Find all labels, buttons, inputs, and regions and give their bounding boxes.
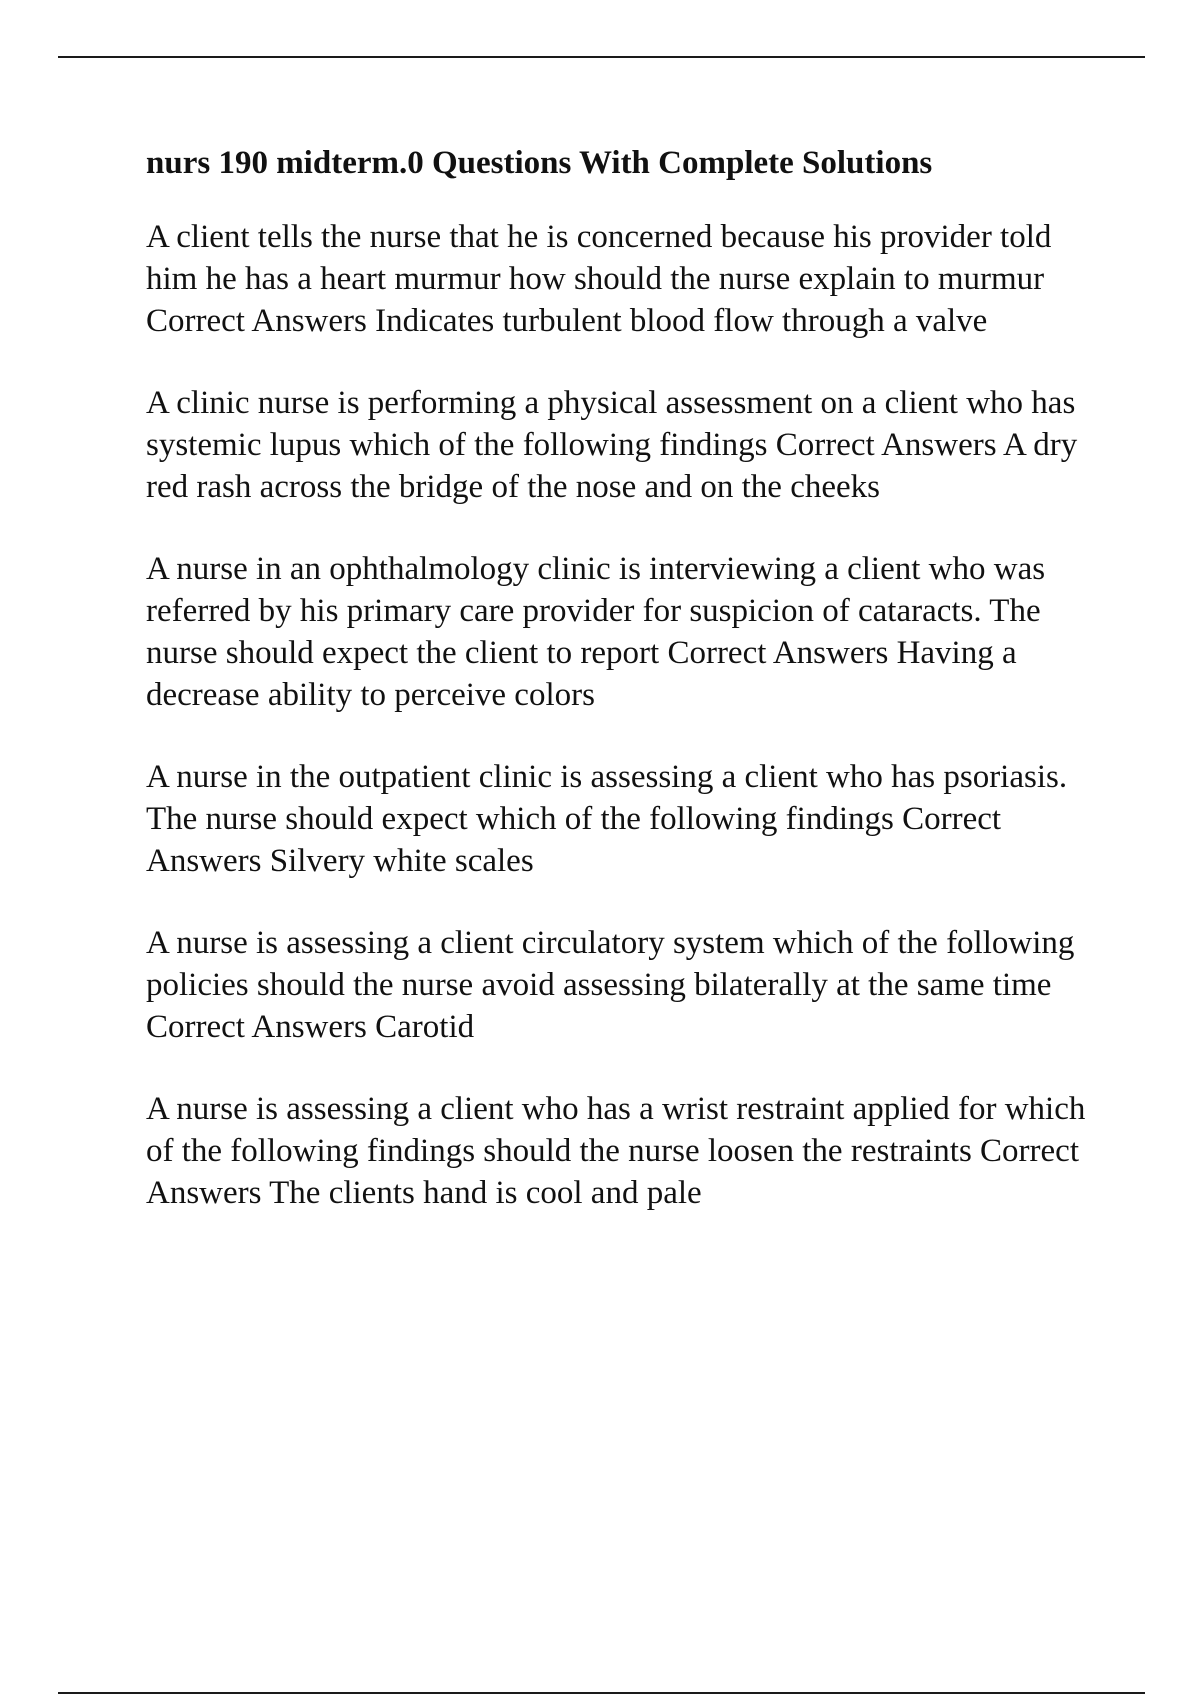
correct-answers-label: Correct Answers	[146, 303, 367, 339]
answer-text: The clients hand is cool and pale	[269, 1175, 702, 1211]
question-text: A nurse is assessing a client who has a wrist restraint applied for which of the following findings should the nurse loosen the restraints	[146, 1091, 1094, 1169]
question-text: A nurse is assessing a client circulatory system which of the following policies should the nurse avoid assessing bilaterally at the same time	[146, 925, 1083, 1003]
answer-text: Indicates turbulent blood flow through a valve	[375, 303, 988, 339]
answer-text: Silvery white scales	[269, 843, 534, 879]
correct-answers-label: Correct Answers	[146, 1133, 1086, 1211]
qa-item-6	[146, 1088, 1096, 1214]
header-rule	[58, 56, 1145, 58]
question-text: A nurse in an ophthalmology clinic is interviewing a client who was referred by his primary care provider for suspicion of cataracts. The nurse should expect the client to report	[146, 551, 1054, 671]
answer-text: A dry red rash across the bridge of the nose and on the cheeks	[146, 427, 1086, 505]
correct-answers-label: Correct Answers	[775, 427, 997, 463]
qa-item-4	[146, 756, 1096, 882]
footer-rule	[58, 1692, 1145, 1694]
question-text: A client tells the nurse that he is concerned because his provider told him he has a heart murmur how should the nurse explain to murmur	[146, 219, 1060, 297]
qa-item-1	[146, 216, 1096, 342]
correct-answers-label: Correct Answers	[667, 635, 889, 671]
qa-item-2	[146, 382, 1096, 508]
qa-item-3	[146, 548, 1096, 716]
correct-answers-label: Correct Answers	[146, 801, 1008, 879]
document-body	[146, 142, 1096, 1254]
document-title: nurs 190 midterm.0 Questions With Complete Solutions	[146, 145, 933, 181]
answer-text: Having a decrease ability to perceive colors	[146, 635, 1025, 713]
question-text: A nurse in the outpatient clinic is assessing a client who has psoriasis. The nurse should expect which of the following findings	[146, 759, 1075, 837]
correct-answers-label: Correct Answers	[146, 1009, 367, 1045]
answer-text: Carotid	[375, 1009, 475, 1045]
question-text: A clinic nurse is performing a physical assessment on a client who has systemic lupus which of the following findings	[146, 385, 1084, 463]
qa-item-5	[146, 922, 1096, 1048]
